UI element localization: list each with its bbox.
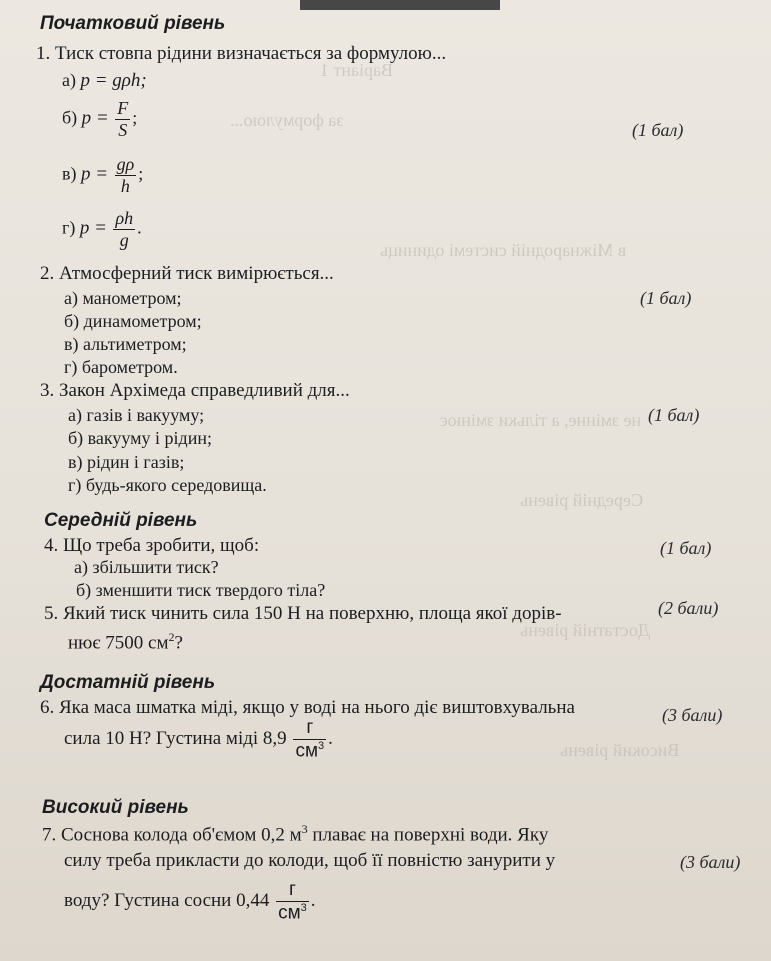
top-dark-strip (300, 0, 500, 10)
option-letter: в) (62, 163, 77, 184)
answer-option-1b (62, 98, 137, 140)
answer-option-1a (62, 70, 147, 92)
fraction (115, 98, 130, 140)
ghost-text: не змінне, а тільки змінює (440, 410, 642, 430)
superscript: 3 (300, 901, 307, 914)
level-heading-high: Високий рівень (42, 797, 189, 818)
question-5-line-1 (44, 603, 562, 625)
answer-option-1d (62, 208, 142, 250)
question-6-line-1 (40, 697, 575, 719)
question-6-line-2 (64, 717, 333, 762)
answer-option-4b: б) зменшити тиск твердого тіла? (76, 580, 326, 600)
question-text: сила 10 Н? Густина міді 8,9 (64, 727, 287, 749)
question-4 (44, 535, 259, 557)
question-number: 6. (40, 697, 55, 718)
question-5-line-2 (68, 630, 183, 654)
level-heading-medium: Середній рівень (44, 510, 198, 531)
question-text: плаває на поверхні води. Яку (307, 824, 549, 846)
formula-lhs: p = (81, 163, 109, 185)
fraction (113, 208, 135, 250)
unit-fraction (293, 717, 326, 762)
punctuation: . (328, 727, 333, 749)
question-text: Закон Архімеда справедливий для... (59, 380, 350, 401)
question-number: 5. (44, 603, 59, 624)
punctuation: ; (138, 163, 144, 184)
question-number: 4. (44, 535, 59, 556)
fraction-numerator: г (276, 879, 309, 902)
unit-fraction (276, 879, 309, 924)
level-heading-sufficient: Достатній рівень (40, 672, 216, 693)
points-q3: (1 бал) (648, 405, 700, 425)
answer-option-2a: а) манометром; (64, 288, 182, 308)
question-7-line-1 (42, 822, 548, 846)
fraction-denominator: h (120, 175, 130, 196)
question-text: ? (174, 632, 183, 654)
question-1 (36, 43, 446, 65)
answer-option-3d: г) будь-якого середовища. (68, 475, 267, 495)
fraction (115, 154, 137, 196)
fraction-denominator (276, 902, 309, 924)
punctuation: . (137, 217, 142, 238)
ghost-text: за формулою... (230, 110, 344, 130)
fraction-denominator: S (118, 119, 128, 140)
formula-text: p = gρh; (80, 70, 147, 91)
question-3 (40, 380, 350, 402)
question-7-line-3 (64, 879, 316, 924)
answer-option-2d: г) барометром. (64, 357, 178, 377)
question-text: Що треба зробити, щоб: (63, 535, 260, 556)
fraction-denominator (293, 740, 326, 762)
question-number: 3. (40, 380, 55, 401)
ghost-text: Високий рівень (560, 740, 680, 760)
points-q5: (2 бали) (658, 598, 719, 618)
ghost-text: в Міжнародній системі одиниць (380, 240, 627, 260)
formula-lhs: p = (79, 217, 107, 239)
unit-text: см (278, 902, 301, 924)
question-7-line-2: силу треба прикласти до колоди, щоб її повністю занурити у (64, 850, 556, 871)
answer-option-1c (62, 154, 143, 196)
answer-option-4a: а) збільшити тиск? (74, 557, 219, 577)
answer-option-3b: б) вакууму і рідин; (68, 428, 212, 448)
answer-option-3c: в) рідин і газів; (68, 452, 185, 472)
points-q2: (1 бал) (640, 288, 692, 308)
question-text: воду? Густина сосни 0,44 (64, 889, 270, 911)
level-heading-initial: Початковий рівень (40, 13, 226, 34)
ghost-text: Варіант 1 (320, 60, 393, 80)
fraction-numerator: г (293, 717, 326, 740)
fraction-numerator: ρh (115, 208, 134, 228)
answer-option-2c: в) альтиметром; (64, 334, 187, 354)
question-2 (40, 263, 334, 285)
question-text: Тиск стовпа рідини визначається за формулою... (55, 43, 447, 64)
question-number: 7. (42, 824, 57, 846)
answer-option-2b: б) динамометром; (64, 311, 202, 331)
fraction-numerator: gρ (116, 154, 135, 174)
question-text: Який тиск чинить сила 150 Н на поверхню, площа якої дорів- (63, 603, 562, 624)
unit-text: см (295, 740, 318, 762)
option-letter: б) (62, 107, 78, 128)
points-q4: (1 бал) (660, 538, 712, 558)
superscript: 3 (318, 739, 325, 752)
answer-option-3a: а) газів і вакууму; (68, 405, 205, 425)
superscript: 3 (301, 822, 308, 836)
option-letter: г) (62, 217, 76, 238)
question-text: нює 7500 см (68, 632, 169, 654)
superscript: 2 (168, 630, 175, 644)
points-q6: (3 бали) (662, 705, 723, 725)
question-number: 1. (36, 43, 51, 64)
question-text: Соснова колода об'ємом 0,2 м (61, 824, 302, 846)
question-number: 2. (40, 263, 55, 284)
points-q1: (1 бал) (632, 120, 684, 140)
points-q7: (3 бали) (680, 852, 741, 872)
ghost-text: Достатній рівень (520, 620, 651, 640)
question-text: Яка маса шматка міді, якщо у воді на нього діє виштовхувальна (59, 697, 575, 718)
fraction-denominator: g (119, 229, 129, 250)
fraction-numerator: F (117, 98, 129, 118)
punctuation: ; (132, 107, 138, 128)
punctuation: . (310, 889, 316, 911)
question-text: Атмосферний тиск вимірюється... (59, 263, 334, 284)
formula-lhs: p = (81, 107, 109, 129)
ghost-text: Середній рівень (520, 490, 644, 510)
option-letter: а) (62, 70, 76, 90)
